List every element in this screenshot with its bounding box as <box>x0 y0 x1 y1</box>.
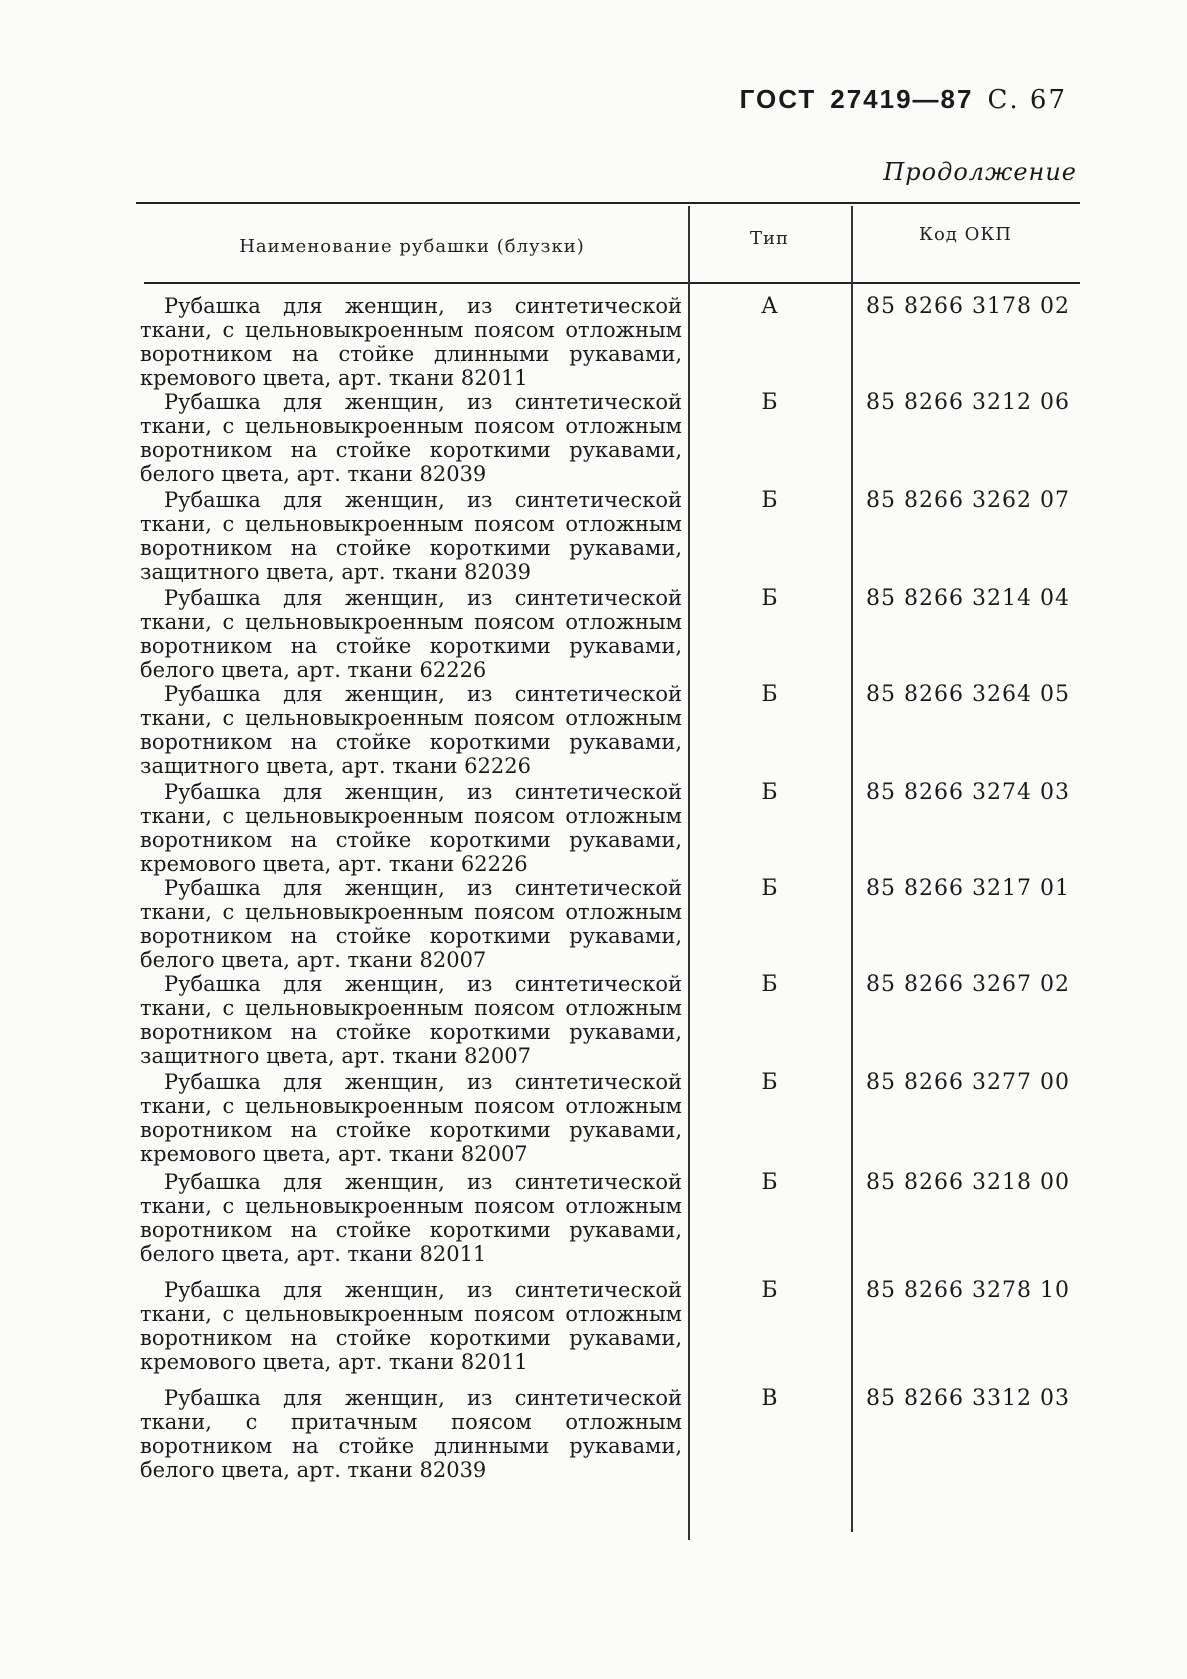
shirt-type: В <box>761 1386 778 1411</box>
shirt-description: Рубашка для женщин, из синтетической ткани, с цельновыкроенным поясом отложным воротником на стойке длинными рукавами, кремового цвета, арт. ткани 82011 <box>140 294 682 390</box>
column-divider-2 <box>851 206 853 1532</box>
standard-prefix: ГОСТ <box>739 84 817 114</box>
okp-code: 85 8266 3178 02 <box>866 294 1070 319</box>
shirt-type: Б <box>761 586 778 611</box>
shirts-table <box>136 202 1080 1542</box>
okp-code: 85 8266 3312 03 <box>866 1386 1070 1411</box>
shirt-description: Рубашка для женщин, из синтетической ткани, с цельновыкроенным поясом отложным воротником на стойке короткими рукавами, белого цвета, арт. ткани 82011 <box>140 1170 682 1266</box>
shirt-description: Рубашка для женщин, из синтетической ткани, с цельновыкроенным поясом отложным воротником на стойке короткими рукавами, белого цвета, арт. ткани 62226 <box>140 586 682 682</box>
okp-code: 85 8266 3212 06 <box>866 390 1070 415</box>
shirt-type: Б <box>761 972 778 997</box>
shirt-description: Рубашка для женщин, из синтетической ткани, с притачным поясом отложным воротником на стойке длинными рукавами, белого цвета, арт. ткани 82039 <box>140 1386 682 1482</box>
okp-code: 85 8266 3278 10 <box>866 1278 1070 1303</box>
shirt-type: Б <box>761 1070 778 1095</box>
okp-code: 85 8266 3217 01 <box>866 876 1070 901</box>
okp-code: 85 8266 3218 00 <box>866 1170 1070 1195</box>
column-header-code: Код ОКП <box>919 224 1012 245</box>
table-header-rule <box>144 282 1080 284</box>
shirt-description: Рубашка для женщин, из синтетической ткани, с цельновыкроенным поясом отложным воротником на стойке короткими рукавами, кремового цвета, арт. ткани 82007 <box>140 1070 682 1166</box>
shirt-type: Б <box>761 1170 778 1195</box>
shirt-description: Рубашка для женщин, из синтетической ткани, с цельновыкроенным поясом отложным воротником на стойке короткими рукавами, белого цвета, арт. ткани 82007 <box>140 876 682 972</box>
okp-code: 85 8266 3264 05 <box>866 682 1070 707</box>
okp-code: 85 8266 3214 04 <box>866 586 1070 611</box>
shirt-type: Б <box>761 488 778 513</box>
shirt-description: Рубашка для женщин, из синтетической ткани, с цельновыкроенным поясом отложным воротником на стойке короткими рукавами, белого цвета, арт. ткани 82039 <box>140 390 682 486</box>
shirt-description: Рубашка для женщин, из синтетической ткани, с цельновыкроенным поясом отложным воротником на стойке короткими рукавами, защитного цвета, арт. ткани 62226 <box>140 682 682 778</box>
shirt-description: Рубашка для женщин, из синтетической ткани, с цельновыкроенным поясом отложным воротником на стойке короткими рукавами, кремового цвета, арт. ткани 62226 <box>140 780 682 876</box>
table-top-rule <box>136 202 1080 204</box>
okp-code: 85 8266 3262 07 <box>866 488 1070 513</box>
continuation-label: Продолжение <box>883 158 1077 186</box>
page-header <box>740 84 1067 115</box>
shirt-type: Б <box>761 390 778 415</box>
column-header-type: Тип <box>750 228 789 249</box>
shirt-type: Б <box>761 1278 778 1303</box>
shirt-description: Рубашка для женщин, из синтетической ткани, с цельновыкроенным поясом отложным воротником на стойке короткими рукавами, защитного цвета, арт. ткани 82007 <box>140 972 682 1068</box>
page-number: С. 67 <box>987 85 1067 115</box>
standard-number: 27419—87 <box>830 84 974 114</box>
okp-code: 85 8266 3267 02 <box>866 972 1070 997</box>
shirt-type: Б <box>761 780 778 805</box>
shirt-type: Б <box>761 876 778 901</box>
shirt-type: А <box>761 294 778 319</box>
shirt-description: Рубашка для женщин, из синтетической ткани, с цельновыкроенным поясом отложным воротником на стойке короткими рукавами, защитного цвета, арт. ткани 82039 <box>140 488 682 584</box>
column-header-name: Наименование рубашки (блузки) <box>239 236 585 257</box>
okp-code: 85 8266 3277 00 <box>866 1070 1070 1095</box>
shirt-type: Б <box>761 682 778 707</box>
okp-code: 85 8266 3274 03 <box>866 780 1070 805</box>
shirt-description: Рубашка для женщин, из синтетической ткани, с цельновыкроенным поясом отложным воротником на стойке короткими рукавами, кремового цвета, арт. ткани 82011 <box>140 1278 682 1374</box>
